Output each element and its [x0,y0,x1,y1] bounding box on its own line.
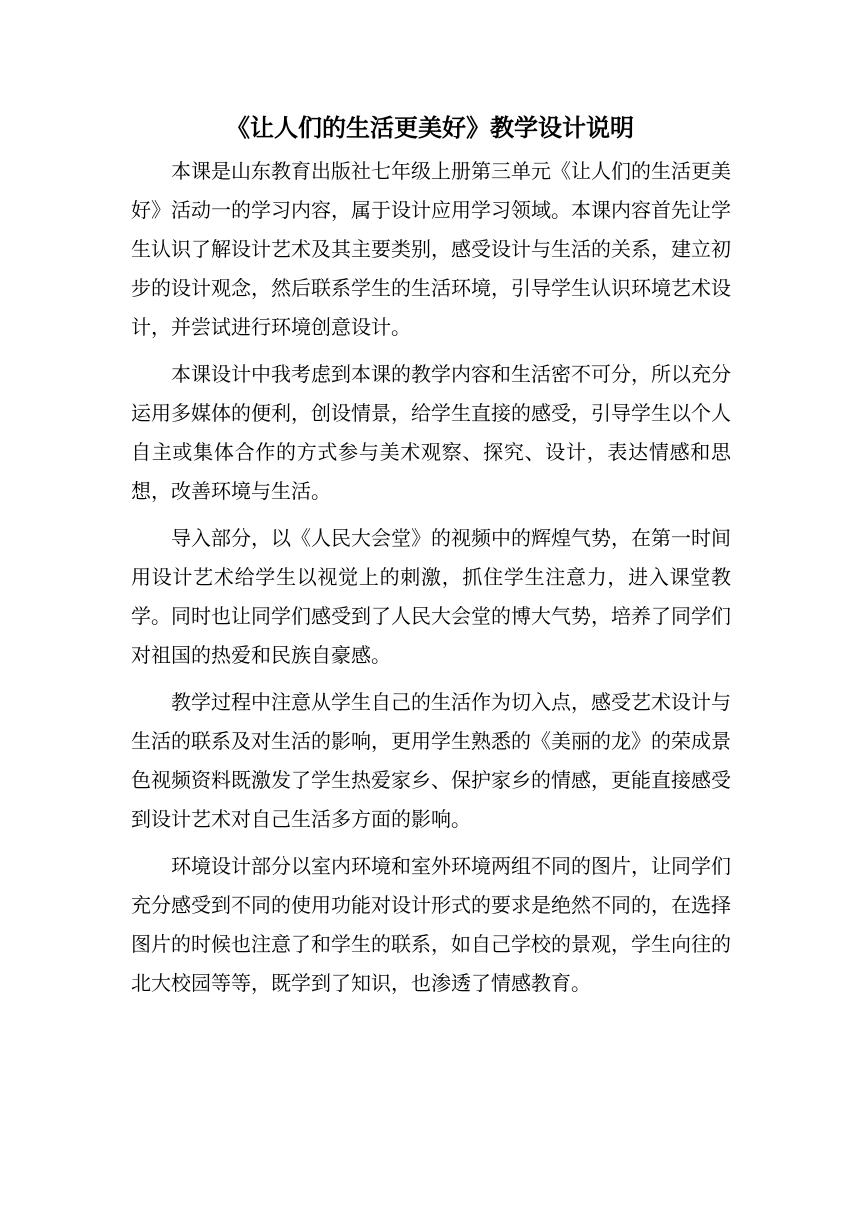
paragraph-3: 导入部分，以《人民大会堂》的视频中的辉煌气势，在第一时间用设计艺术给学生以视觉上的刺激，抓住学生注意力，进入课堂教学。同时也让同学们感受到了人民大会堂的博大气势，培养了同学们对祖国的热爱和民族自豪感。 [131,526,731,667]
paragraph-2: 本课设计中我考虑到本课的教学内容和生活密不可分，所以充分运用多媒体的便利，创设情景，给学生直接的感受，引导学生以个人自主或集体合作的方式参与美术观察、探究、设计，表达情感和思想，改善环境与生活。 [131,362,731,503]
paragraph-1: 本课是山东教育出版社七年级上册第三单元《让人们的生活更美好》活动一的学习内容，属于设计应用学习领域。本课内容首先让学生认识了解设计艺术及其主要类别，感受设计与生活的关系，建立初步的设计观念，然后联系学生的生活环境，引导学生认识环境艺术设计，并尝试进行环境创意设计。 [131,159,731,339]
paragraph-4: 教学过程中注意从学生自己的生活作为切入点，感受艺术设计与生活的联系及对生活的影响，更用学生熟悉的《美丽的龙》的荣成景色视频资料既激发了学生热爱家乡、保护家乡的情感，更能直接感受到设计艺术对自己生活多方面的影响。 [131,690,731,831]
paragraph-5: 环境设计部分以室内环境和室外环境两组不同的图片，让同学们充分感受到不同的使用功能对设计形式的要求是绝然不同的，在选择图片的时候也注意了和学生的联系，如自己学校的景观，学生向往的北大校园等等，既学到了知识，也渗透了情感教育。 [131,854,731,995]
document-title: 《让人们的生活更美好》教学设计说明 [226,113,634,142]
document-body [131,152,731,1011]
